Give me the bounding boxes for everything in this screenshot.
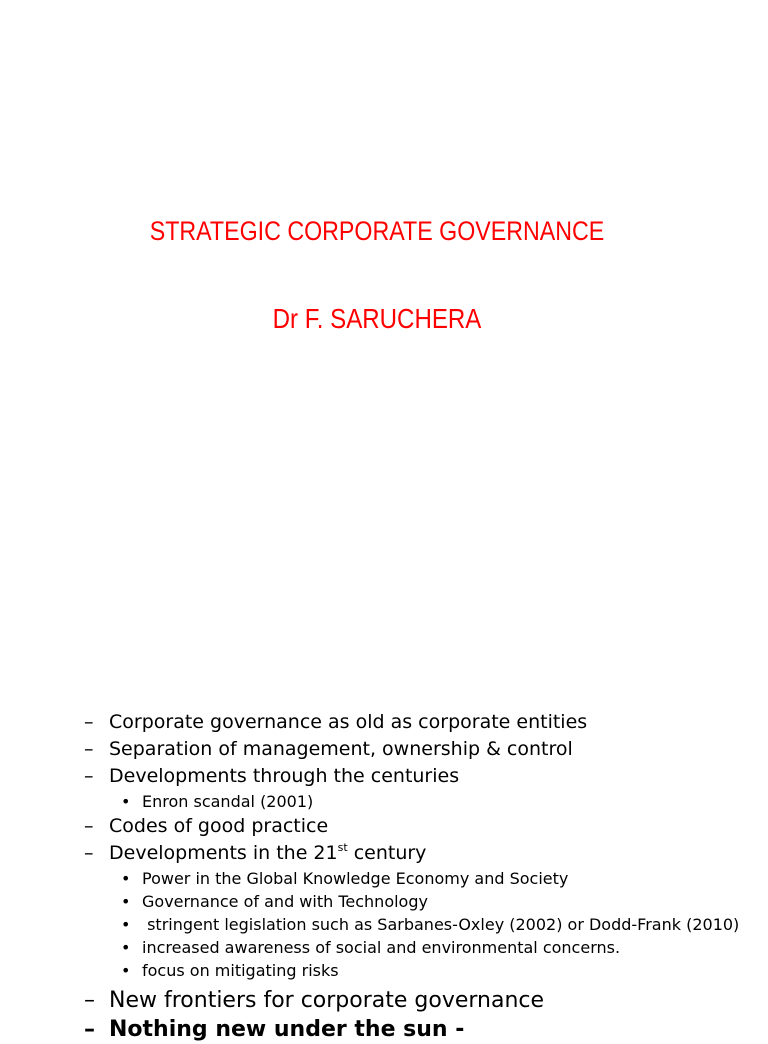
dash-marker: – <box>84 842 94 864</box>
dash-marker: – <box>84 765 94 787</box>
dash-marker: – <box>84 711 94 733</box>
sub-item-text: Governance of and with Technology <box>142 892 428 911</box>
bullet-marker: • <box>121 892 131 911</box>
bullet-marker: • <box>121 915 131 934</box>
list-item-developments-centuries <box>84 763 754 790</box>
list-item-text: Codes of good practice <box>109 815 329 837</box>
sub-item-text: Enron scandal (2001) <box>142 792 314 811</box>
list-item-text: Developments through the centuries <box>109 765 460 787</box>
slide-title: STRATEGIC CORPORATE GOVERNANCE <box>149 216 605 246</box>
sub-item-technology <box>84 890 754 913</box>
sub-item-enron <box>84 790 754 813</box>
list-item-text: Separation of management, ownership & control <box>109 738 573 760</box>
list-item-text: Nothing new under the sun - <box>109 1017 465 1042</box>
bullet-marker: • <box>121 961 131 980</box>
list-item-21st-century <box>84 840 754 867</box>
slide-author: Dr F. SARUCHERA <box>272 303 482 334</box>
sub-item-legislation <box>84 913 754 936</box>
sub-item-text: focus on mitigating risks <box>142 961 339 980</box>
list-item-new-frontiers <box>84 986 754 1015</box>
sub-item-awareness <box>84 936 754 959</box>
sub-item-knowledge-economy <box>84 867 754 890</box>
list-item-nothing-new <box>84 1015 754 1044</box>
sub-item-risks <box>84 959 754 982</box>
list-item-text: Corporate governance as old as corporate entities <box>109 711 588 733</box>
dash-marker: – <box>84 738 94 760</box>
bullet-marker: • <box>121 792 131 811</box>
bullet-marker: • <box>121 869 131 888</box>
list-item-text: New frontiers for corporate governance <box>109 988 545 1013</box>
list-item-text-prefix: Developments in the 21 <box>109 842 338 864</box>
bullet-list <box>84 709 754 1044</box>
sub-item-text: increased awareness of social and environmental concerns. <box>142 938 621 957</box>
sub-item-text: stringent legislation such as Sarbanes-Oxley (2002) or Dodd-Frank (2010) <box>142 915 740 934</box>
dash-marker: – <box>84 988 95 1013</box>
dash-marker: – <box>84 815 94 837</box>
dash-marker: – <box>84 1017 95 1042</box>
bullet-marker: • <box>121 938 131 957</box>
list-item-text-suffix: century <box>347 842 427 864</box>
sub-item-text: Power in the Global Knowledge Economy and Society <box>142 869 569 888</box>
superscript-st: st <box>337 841 348 854</box>
list-item-corporate-governance-history <box>84 709 754 736</box>
list-item-separation <box>84 736 754 763</box>
list-item-codes-practice <box>84 813 754 840</box>
